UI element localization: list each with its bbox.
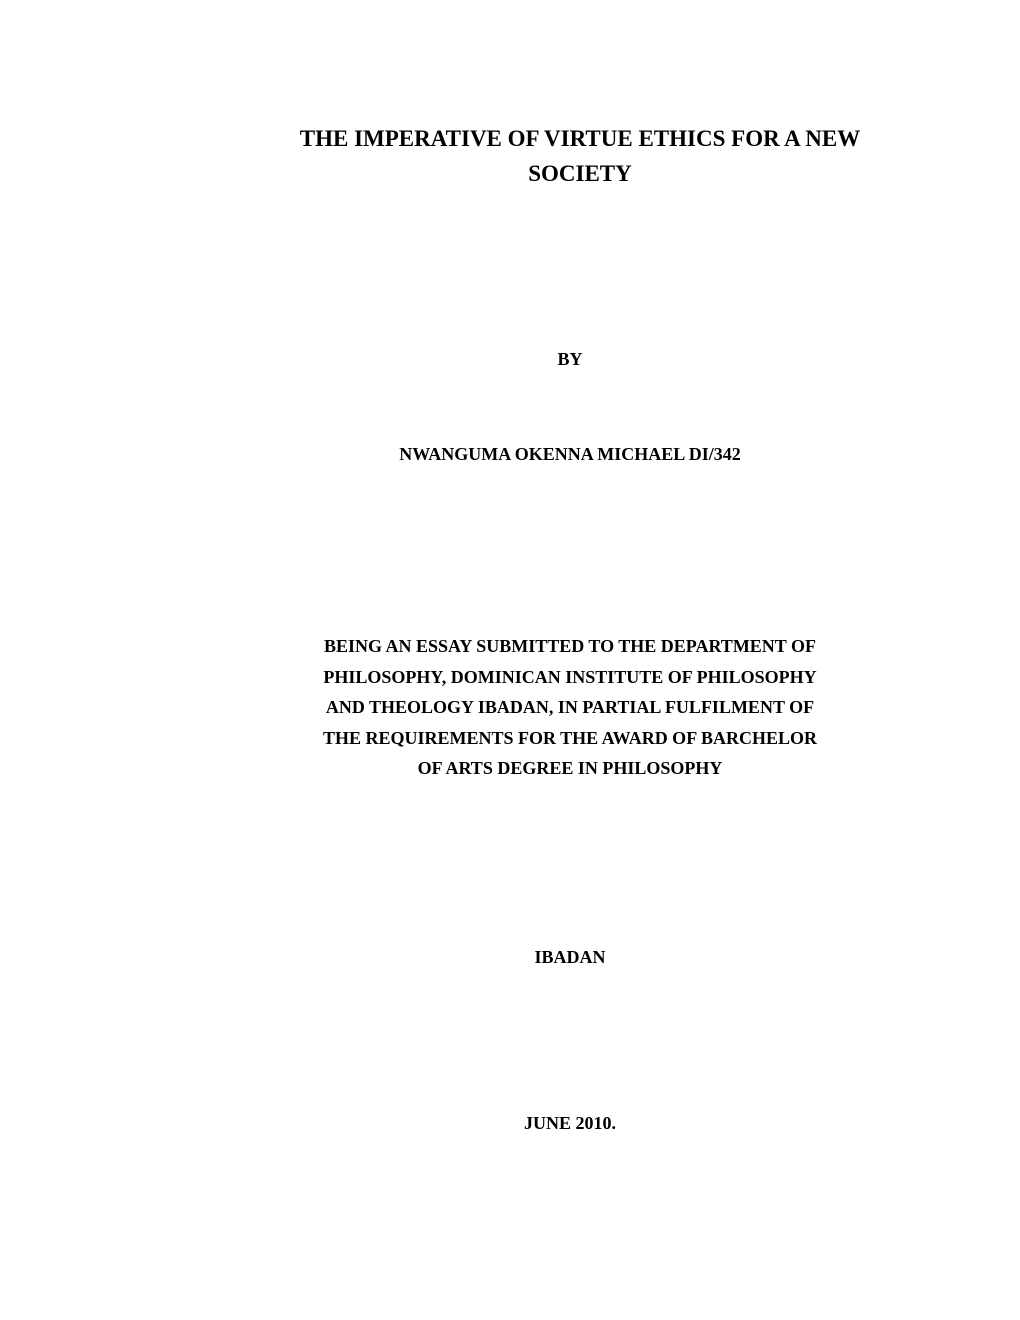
author-name: NWANGUMA OKENNA MICHAEL DI/342: [399, 444, 741, 464]
essay-title-line-1: THE IMPERATIVE OF VIRTUE ETHICS FOR A NEW: [299, 126, 861, 151]
statement-line-4: THE REQUIREMENTS FOR THE AWARD OF BARCHELOR: [322, 727, 818, 748]
statement-line-3: AND THEOLOGY IBADAN, IN PARTIAL FULFILMENT OF: [325, 697, 815, 717]
statement-line-2: PHILOSOPHY, DOMINICAN INSTITUTE OF PHILOSOPHY: [323, 666, 817, 687]
essay-title: [285, 121, 875, 191]
submission-statement: [240, 631, 900, 784]
essay-title-line-2: SOCIETY: [528, 161, 632, 186]
date: JUNE 2010.: [523, 1113, 616, 1133]
by-label: BY: [557, 349, 583, 369]
place: IBADAN: [534, 947, 606, 967]
statement-line-5: OF ARTS DEGREE IN PHILOSOPHY: [417, 758, 723, 778]
statement-line-1: BEING AN ESSAY SUBMITTED TO THE DEPARTMENT OF: [323, 636, 816, 656]
